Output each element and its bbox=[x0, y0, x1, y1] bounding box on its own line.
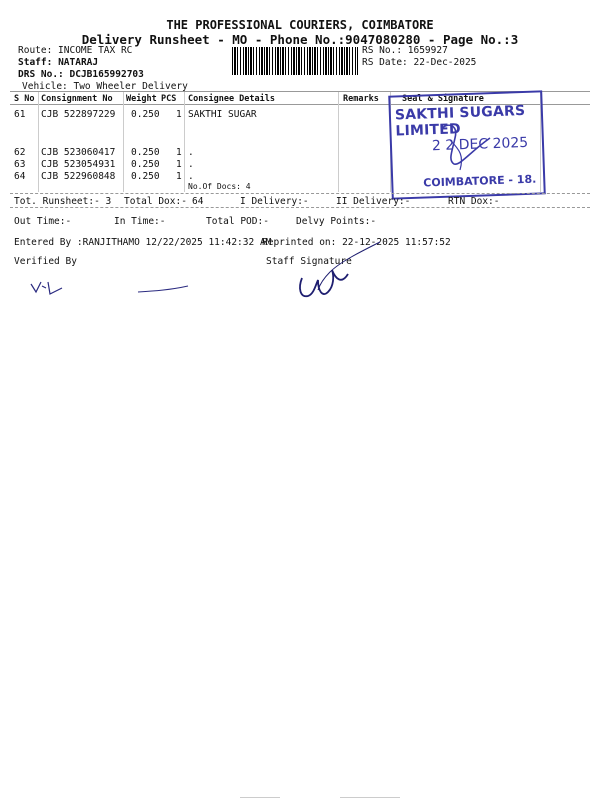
scan-artifact bbox=[240, 797, 280, 798]
total-dox-value: 64 bbox=[192, 196, 204, 207]
row-consignment: CJB 523054931 bbox=[41, 159, 116, 170]
row-consignee: SAKTHI SUGAR bbox=[188, 109, 257, 120]
drs-line bbox=[18, 69, 144, 80]
barcode bbox=[232, 47, 358, 75]
ii-delivery: II Delivery:- bbox=[336, 196, 411, 207]
route-text: Route: INCOME TAX RC bbox=[18, 45, 133, 56]
verifier-initials-signature bbox=[28, 276, 68, 298]
totals-bottom-rule bbox=[10, 207, 590, 208]
drs-value: DCJB165992703 bbox=[69, 69, 144, 80]
row-pcs: 1 bbox=[176, 109, 182, 120]
total-pod: Total POD:- bbox=[206, 216, 269, 227]
out-time: Out Time:- bbox=[14, 216, 72, 227]
i-delivery: I Delivery:- bbox=[240, 196, 309, 207]
tot-runsheet: Tot. Runsheet:- 3 bbox=[14, 196, 112, 207]
row-pcs: 1 bbox=[176, 171, 182, 182]
row-pcs: 1 bbox=[176, 147, 182, 158]
row-weight: 0.250 bbox=[131, 147, 160, 158]
row-consignee: . bbox=[188, 159, 194, 170]
staff-signature-label: Staff Signature bbox=[266, 256, 352, 267]
row-consignment: CJB 522960848 bbox=[41, 171, 116, 182]
in-time: In Time:- bbox=[114, 216, 166, 227]
delvy-points: Delvy Points:- bbox=[296, 216, 377, 227]
header-remarks: Remarks bbox=[343, 94, 379, 104]
row-pcs: 1 bbox=[176, 159, 182, 170]
row-consignment: CJB 523060417 bbox=[41, 147, 116, 158]
runsheet-subtitle: Delivery Runsheet - MO - Phone No.:9047080280 - Page No.:3 bbox=[81, 32, 519, 47]
staff-line bbox=[18, 57, 98, 68]
reprinted-on: Reprinted on: 22-12-2025 11:57:52 bbox=[262, 237, 451, 248]
row-consignee: . bbox=[188, 147, 194, 158]
totals-top-rule bbox=[10, 193, 590, 194]
header-consignee: Consignee Details bbox=[188, 94, 275, 104]
header-pcs: PCS bbox=[161, 94, 177, 104]
drs-label: DRS No.: bbox=[18, 69, 64, 80]
rtn-dox: RTN Dox:- bbox=[448, 196, 500, 207]
col-divider bbox=[123, 92, 124, 192]
header-sno: S No bbox=[14, 94, 35, 104]
row-sno: 62 bbox=[14, 147, 26, 158]
verified-by-label: Verified By bbox=[14, 256, 77, 267]
col-divider bbox=[38, 92, 39, 192]
row-weight: 0.250 bbox=[131, 171, 160, 182]
row-sno: 63 bbox=[14, 159, 26, 170]
verifier-line-scribble bbox=[136, 282, 192, 296]
entered-by: Entered By :RANJITHAMO 12/22/2025 11:42:32 AM bbox=[14, 237, 272, 248]
staff-signature-scribble bbox=[290, 240, 390, 306]
stamp-date: 2 2 DEC 2025 bbox=[431, 134, 529, 155]
rs-date: RS Date: 22-Dec-2025 bbox=[362, 57, 477, 68]
col-divider bbox=[338, 92, 339, 192]
header-seal: Seal & Signature bbox=[402, 94, 484, 104]
rs-number: RS No.: 1659927 bbox=[362, 45, 448, 56]
total-dox-label: Total Dox:- bbox=[124, 196, 187, 207]
row-consignment: CJB 522897229 bbox=[41, 109, 116, 120]
row-weight: 0.250 bbox=[131, 159, 160, 170]
vehicle-text: Vehicle: Two Wheeler Delivery bbox=[22, 81, 188, 92]
row-consignee: . bbox=[188, 171, 194, 182]
row-sno: 61 bbox=[14, 109, 26, 120]
col-divider bbox=[184, 92, 185, 192]
company-title: THE PROFESSIONAL COURIERS, COIMBATORE bbox=[166, 18, 434, 32]
staff-label: Staff: bbox=[18, 57, 53, 68]
stamp-company-name: SAKTHI SUGARS LIMITED bbox=[394, 102, 526, 140]
staff-value: NATARAJ bbox=[58, 57, 99, 68]
scan-artifact bbox=[340, 797, 400, 798]
row-sno: 64 bbox=[14, 171, 26, 182]
no-of-docs: No.Of Docs: 4 bbox=[188, 182, 251, 191]
stamp-signature-scribble bbox=[430, 120, 500, 180]
header-weight: Weight bbox=[126, 94, 157, 104]
stamp-city: COIMBATORE - 18. bbox=[423, 172, 537, 190]
header-consignment: Consignment No bbox=[41, 94, 113, 104]
row-weight: 0.250 bbox=[131, 109, 160, 120]
